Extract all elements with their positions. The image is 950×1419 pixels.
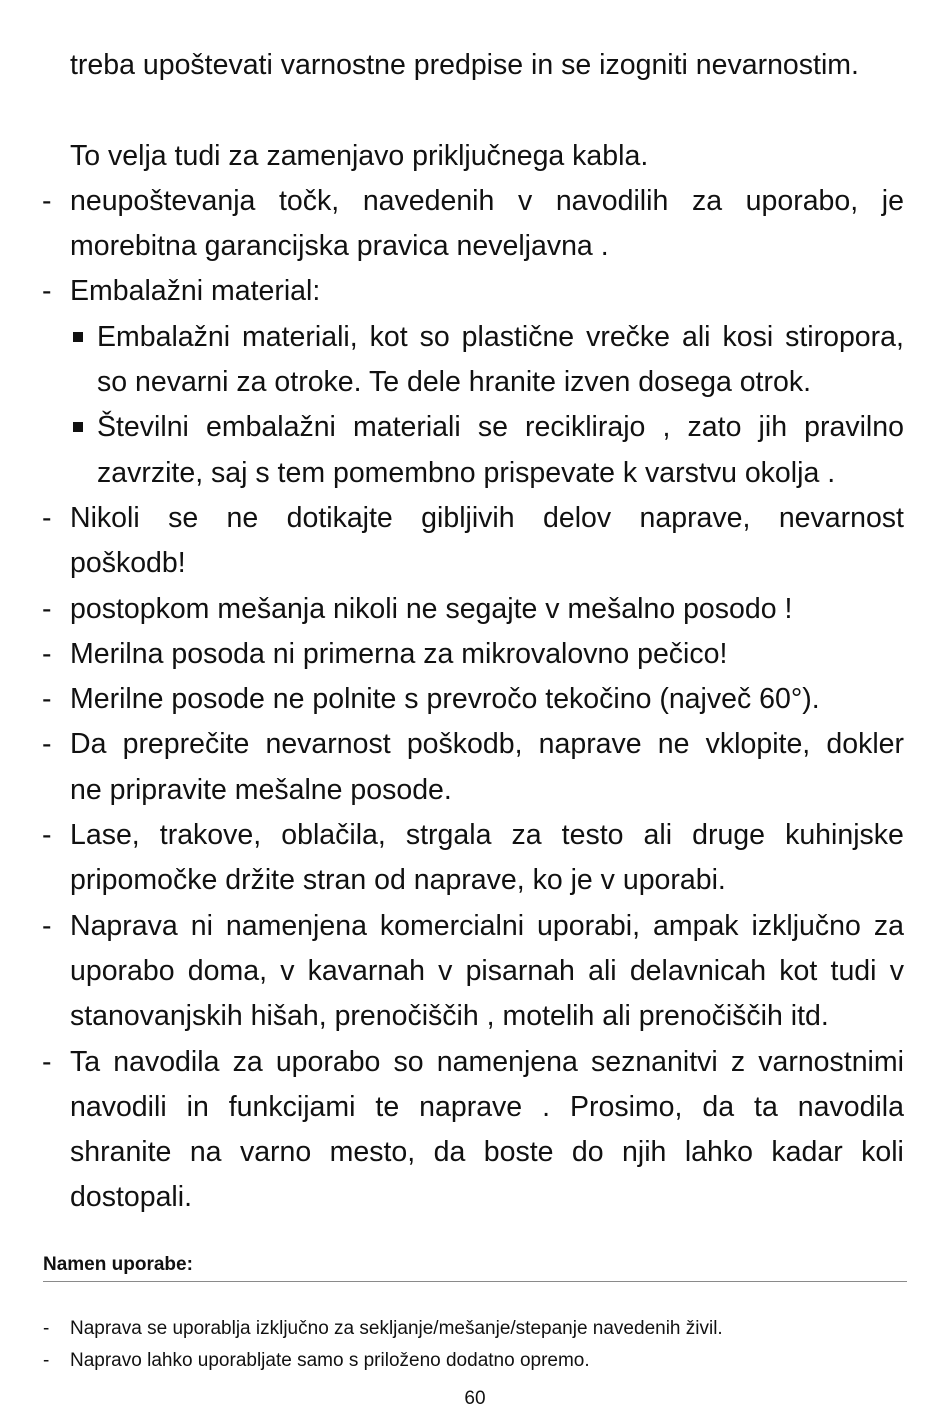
word: Ta <box>70 1045 101 1078</box>
dash-marker: - <box>42 1045 52 1078</box>
word: dokler <box>826 728 904 761</box>
list-item <box>40 904 904 949</box>
justified-text <box>97 405 904 450</box>
dash-marker: - <box>42 683 52 716</box>
word: so <box>393 1045 424 1078</box>
justified-text <box>97 315 904 360</box>
word: neupoštevanja <box>70 184 256 217</box>
body-line: dostopali. <box>70 1181 193 1214</box>
justified-text <box>70 722 904 767</box>
body-line <box>40 1085 904 1130</box>
word: ta <box>754 1090 778 1123</box>
list-item <box>40 813 904 858</box>
word: gibljivih <box>421 501 515 534</box>
word: so <box>419 320 450 353</box>
list-item: - postopkom mešanja nikoli ne segajte v mešalno posodo ! <box>40 587 904 632</box>
dash-marker: - <box>43 1350 50 1371</box>
body-line <box>40 1130 904 1175</box>
word: pravilno <box>804 411 904 444</box>
body-line: ne pripravite mešalne posode. <box>70 773 452 806</box>
word: kuhinjske <box>785 819 904 852</box>
word: za <box>511 819 542 852</box>
list-item: - Naprava se uporablja izključno za sekljanje/mešanje/stepanje navedenih živil. <box>43 1314 907 1344</box>
word: za <box>873 909 904 942</box>
justified-text <box>70 1040 904 1085</box>
body-line: so nevarni za otroke. Te dele hranite izven dosega otrok. <box>97 366 811 399</box>
word: kavarnah <box>307 954 425 987</box>
word: kosi <box>722 320 774 353</box>
word: uporabi, <box>537 909 641 942</box>
word: ni <box>190 909 213 942</box>
word: pisarnah <box>465 954 575 987</box>
word: tudi <box>830 954 877 987</box>
word: v <box>280 954 295 987</box>
word: do <box>571 1136 604 1169</box>
word: delavnicah <box>629 954 767 987</box>
body-line: poškodb! <box>70 547 186 580</box>
body-line: morebitna garancijska pravica neveljavna . <box>70 230 609 263</box>
list-item <box>40 496 904 541</box>
word: shranite <box>70 1136 172 1169</box>
word: komercialni <box>379 909 525 942</box>
body-line <box>40 949 904 994</box>
page-number: 60 <box>464 1388 486 1409</box>
justified-text <box>70 1130 904 1175</box>
word: seznanitvi <box>590 1045 718 1078</box>
justified-text <box>70 904 904 949</box>
word: ali <box>682 320 711 353</box>
square-bullet-icon <box>73 422 83 432</box>
word: navedenih <box>362 184 495 217</box>
word: uporabo, <box>745 184 859 217</box>
justified-text <box>70 496 904 541</box>
word: Embalažni <box>97 320 231 353</box>
section-heading: Namen uporabe: <box>43 1254 193 1275</box>
word: izključno <box>751 909 861 942</box>
word: te <box>375 1090 400 1123</box>
word: je <box>881 184 904 217</box>
word: ali <box>643 819 673 852</box>
word: v <box>517 184 533 217</box>
word: ne <box>657 728 690 761</box>
body-line: treba upoštevati varnostne predpise in se izogniti nevarnostim. <box>70 49 859 81</box>
word: kot <box>779 954 818 987</box>
dash-marker: - <box>43 1318 50 1339</box>
word: se <box>477 411 508 444</box>
word: navodilih <box>555 184 669 217</box>
word: testo <box>561 819 624 852</box>
word: oblačila, <box>281 819 386 852</box>
word: embalažni <box>205 411 336 444</box>
word: in <box>186 1090 209 1123</box>
word: materiali <box>353 411 461 444</box>
word: strgala <box>405 819 492 852</box>
word: naprave, <box>639 501 751 534</box>
word: z <box>730 1045 746 1078</box>
word: nevarnost <box>778 501 904 534</box>
list-item: - Napravo lahko uporabljate samo s priloženo dodatno opremo. <box>43 1346 907 1376</box>
dash-marker: - <box>42 909 52 942</box>
word: točk, <box>279 184 340 217</box>
word: materiali, <box>242 320 358 353</box>
word: v <box>438 954 453 987</box>
word: jih <box>758 411 788 444</box>
word: , <box>662 411 671 444</box>
dash-marker: - <box>42 184 52 217</box>
word: za <box>232 1045 263 1078</box>
dash-marker: - <box>42 637 52 670</box>
word: reciklirajo <box>525 411 646 444</box>
word: Nikoli <box>70 501 140 534</box>
word: da <box>433 1136 466 1169</box>
list-item <box>40 722 904 767</box>
word: nevarnost <box>265 728 391 761</box>
word: uporabo <box>275 1045 381 1078</box>
word: na <box>189 1136 222 1169</box>
body-line: stanovanjskih hišah, prenočiščih , motelih ali prenočiščih itd. <box>70 1000 829 1033</box>
justified-text <box>70 813 904 858</box>
word: kadar <box>771 1136 843 1169</box>
word: Prosimo, <box>569 1090 683 1123</box>
list-item: - Embalažni material: <box>40 269 904 314</box>
word: ali <box>588 954 617 987</box>
word: namenjena <box>436 1045 578 1078</box>
word: trakove, <box>159 819 262 852</box>
word: zato <box>687 411 742 444</box>
word: Lase, <box>70 819 140 852</box>
section-divider <box>43 1281 907 1282</box>
word: naprave <box>538 728 642 761</box>
word: dotikajte <box>286 501 393 534</box>
word: delov <box>543 501 612 534</box>
word: stiropora, <box>785 320 904 353</box>
word: kot <box>369 320 408 353</box>
word: varnostnimi <box>758 1045 904 1078</box>
word: Številni <box>97 411 189 444</box>
square-bullet-icon <box>73 332 83 342</box>
body-line: pripomočke držite stran od naprave, ko je v uporabi. <box>70 864 726 897</box>
word: uporabo <box>70 954 175 987</box>
justified-text <box>70 179 904 224</box>
body-line: To velja tudi za zamenjavo priključnega kabla. <box>70 139 649 172</box>
word: v <box>889 954 904 987</box>
safety-instructions-body <box>40 43 904 1221</box>
dash-marker: - <box>42 819 52 852</box>
word: preprečite <box>122 728 250 761</box>
word: njih <box>622 1136 667 1169</box>
sub-list-item <box>40 405 904 450</box>
dash-marker: - <box>42 592 52 625</box>
dash-marker: - <box>42 501 52 534</box>
word: ampak <box>653 909 739 942</box>
list-item <box>40 179 904 224</box>
dash-marker: - <box>42 275 52 308</box>
word: navodili <box>70 1090 167 1123</box>
word: Naprava <box>70 909 178 942</box>
word: funkcijami <box>228 1090 356 1123</box>
word: se <box>168 501 199 534</box>
word: boste <box>483 1136 554 1169</box>
word: poškodb, <box>406 728 523 761</box>
word: . <box>542 1090 551 1123</box>
list-item: - Merilne posode ne polnite s prevročo tekočino (največ 60°). <box>40 677 904 722</box>
dash-marker: - <box>42 728 52 761</box>
word: namenjena <box>225 909 367 942</box>
word: za <box>691 184 723 217</box>
list-item: - Merilna posoda ni primerna za mikrovalovno pečico! <box>40 632 904 677</box>
word: vrečke <box>586 320 671 353</box>
word: lahko <box>684 1136 753 1169</box>
word: navodila <box>113 1045 220 1078</box>
word: doma, <box>187 954 268 987</box>
word: mesto, <box>329 1136 416 1169</box>
word: druge <box>692 819 766 852</box>
word: navodila <box>797 1090 904 1123</box>
justified-text <box>70 949 904 994</box>
word: koli <box>861 1136 904 1169</box>
word: vklopite, <box>705 728 811 761</box>
word: Da <box>70 728 107 761</box>
word: varno <box>239 1136 312 1169</box>
word: ne <box>226 501 259 534</box>
body-line: zavrzite, saj s tem pomembno prispevate k varstvu okolja . <box>97 456 836 489</box>
justified-text <box>70 1085 904 1130</box>
list-item <box>40 1040 904 1085</box>
word: naprave <box>419 1090 523 1123</box>
word: da <box>702 1090 735 1123</box>
sub-list-item <box>40 315 904 360</box>
word: plastične <box>461 320 575 353</box>
